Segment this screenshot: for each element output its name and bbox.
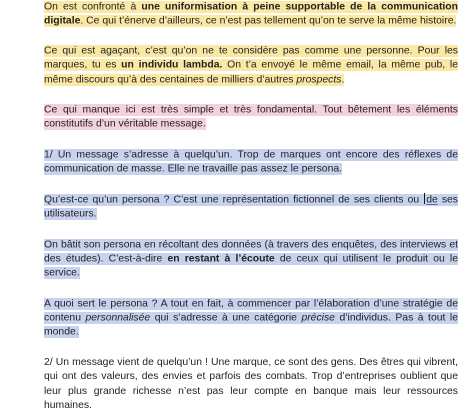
highlight-blue: Qu’est-ce qu’un persona ? C’est une représentation fictionnel de ses clients ou de ses utilisateurs. [44,194,459,220]
bold-text: un individu lambda. [121,59,223,71]
italic-text: précise [301,312,335,324]
highlight-yellow: Ce qui est agaçant, c’est qu’on ne te considère pas comme une personne. Pour les marques, tu es un individu lambda. On t’a envoyé le même email, la même pub, le même discours qu’à des centaines de milliers d’autres prospects. [44,45,458,86]
paragraph-a-quoi-sert-persona [44,297,458,340]
highlight-blue: 1/ Un message s’adresse à quelqu’un. Trop de marques ont encore des réflexes de communication de masse. Elle ne travaille pas assez le persona. [44,149,458,175]
highlight-yellow: On est confronté à une uniformisation à peine supportable de la communication digitale. Ce qui t’énerve d’ailleurs, ce n’est pas tellement qu’on te serve la même histoire. [44,1,458,27]
italic-text: prospects [296,74,342,86]
underlined-word: de [426,194,438,206]
document-body[interactable] [44,0,458,413]
paragraph-message-vient-de-quelquun: 2/ Un message vient de quelqu’un ! Une marque, ce sont des gens. Des êtres qui vibrent, qui ont des valeurs, des envies et parfois des combats. Trop d’entreprises oublient que leur plus grande richesse n’est pas leur compte en banque mais leur ressources humaines. [44,357,458,411]
paragraph-batir-persona [44,238,458,281]
paragraph-individu-lambda [44,45,458,88]
paragraph-persona-definition [44,193,458,223]
bold-text: en restant à l’écoute [167,253,275,265]
paragraph-uniformisation [44,0,458,29]
highlight-pink: Ce qui manque ici est très simple et très fondamental. Tout bêtement les éléments constitutifs d’un véritable message. [44,104,458,130]
highlight-blue: On bâtit son persona en récoltant des données (à travers des enquêtes, des interviews et des études). C’est-à-dire en restant à l’écoute de ceux qui utilisent le produit ou le service. [44,239,459,279]
highlight-blue: A quoi sert le persona ? A tout en fait, à commencer par l’élaboration d’une stratégie de contenu personnalisée qui s’adresse à une catégorie précise d’individus. Pas à tout le monde. [44,298,458,338]
italic-text: personnalisée [85,312,151,324]
paragraph-message-a-quelquun [44,148,458,177]
bold-text: une uniformisation à peine supportable de la communication digitale [44,1,458,27]
paragraph-elements-constitutifs [44,103,458,132]
